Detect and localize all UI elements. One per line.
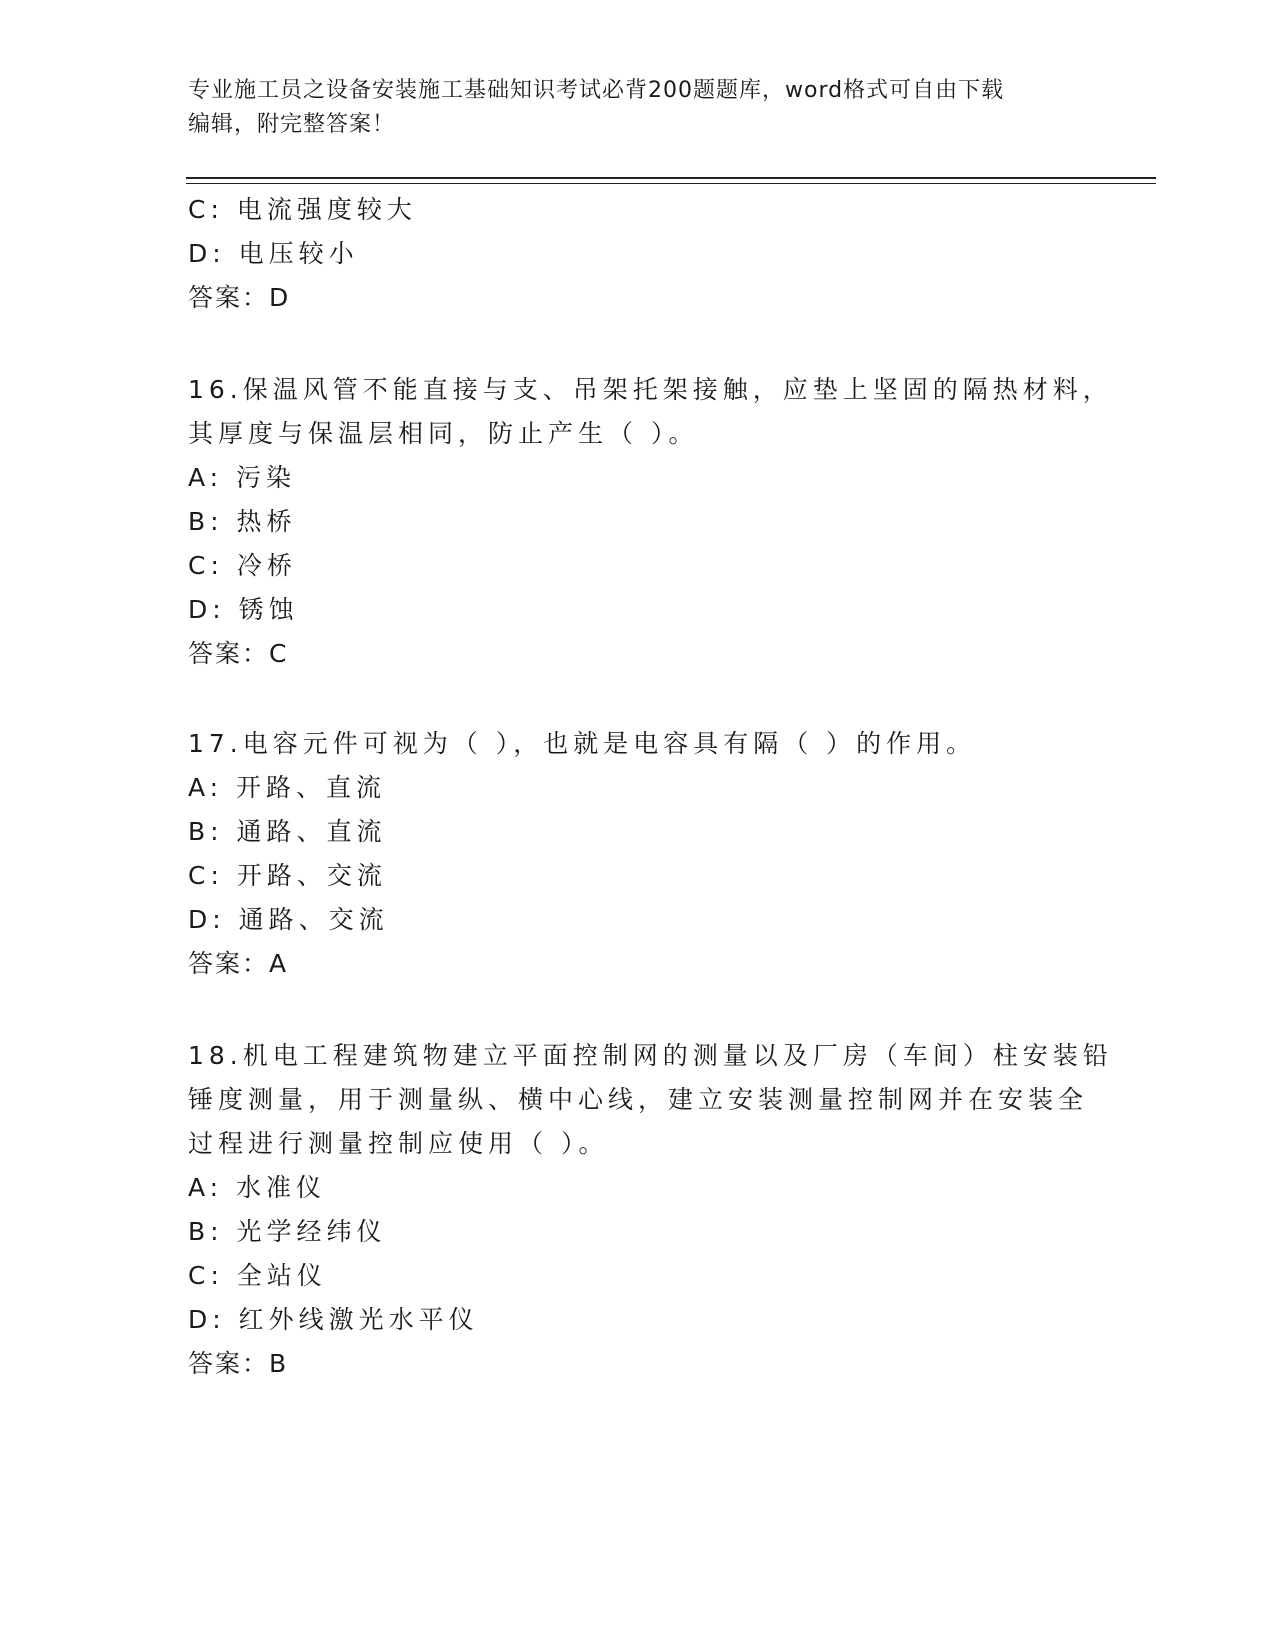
q18-option-c: C: 全站仪 [188,1261,327,1290]
q16-stem-line-1: 16.保温风管不能直接与支、吊架托架接触，应垫上坚固的隔热材料， [188,375,1113,404]
header-line-1: 专业施工员之设备安装施工基础知识考试必背200题题库，word格式可自由下载 [188,78,1005,103]
q18-stem-line-3: 过程进行测量控制应使用（ ）。 [188,1129,609,1158]
q17-option-a: A: 开路、直流 [188,773,387,802]
q16-option-d: D: 锈蚀 [188,595,299,624]
q16-option-c: C: 冷桥 [188,551,297,580]
prev-option-c: C: 电流强度较大 [188,195,417,224]
q16-stem-line-2: 其厚度与保温层相同，防止产生（ ）。 [188,419,699,448]
q17-stem-line-1: 17.电容元件可视为（ ），也就是电容具有隔（ ）的作用。 [188,729,977,758]
q18-stem-line-1: 18.机电工程建筑物建立平面控制网的测量以及厂房（车间）柱安装铅 [188,1041,1113,1070]
q17-option-b: B: 通路、直流 [188,817,387,846]
q18-option-b: B: 光学经纬仪 [188,1217,387,1246]
q18-option-a: A: 水准仪 [188,1173,327,1202]
q17-answer: 答案：A [188,949,289,978]
q17-option-d: D: 通路、交流 [188,905,389,934]
q16-option-b: B: 热桥 [188,507,297,536]
header-divider-thick [186,177,1156,179]
q16-option-a: A: 污染 [188,463,297,492]
header-line-2: 编辑，附完整答案！ [188,112,396,137]
document-header [188,74,1068,142]
prev-option-d: D: 电压较小 [188,239,359,268]
q16-answer: 答案：C [188,639,289,668]
q18-option-d: D: 红外线激光水平仪 [188,1305,479,1334]
q17-option-c: C: 开路、交流 [188,861,387,890]
q18-stem-line-2: 锤度测量，用于测量纵、横中心线，建立安装测量控制网并在安装全 [188,1085,1089,1114]
prev-answer: 答案：D [188,283,291,312]
q18-answer: 答案：B [188,1349,289,1378]
header-divider-thin [186,183,1156,184]
